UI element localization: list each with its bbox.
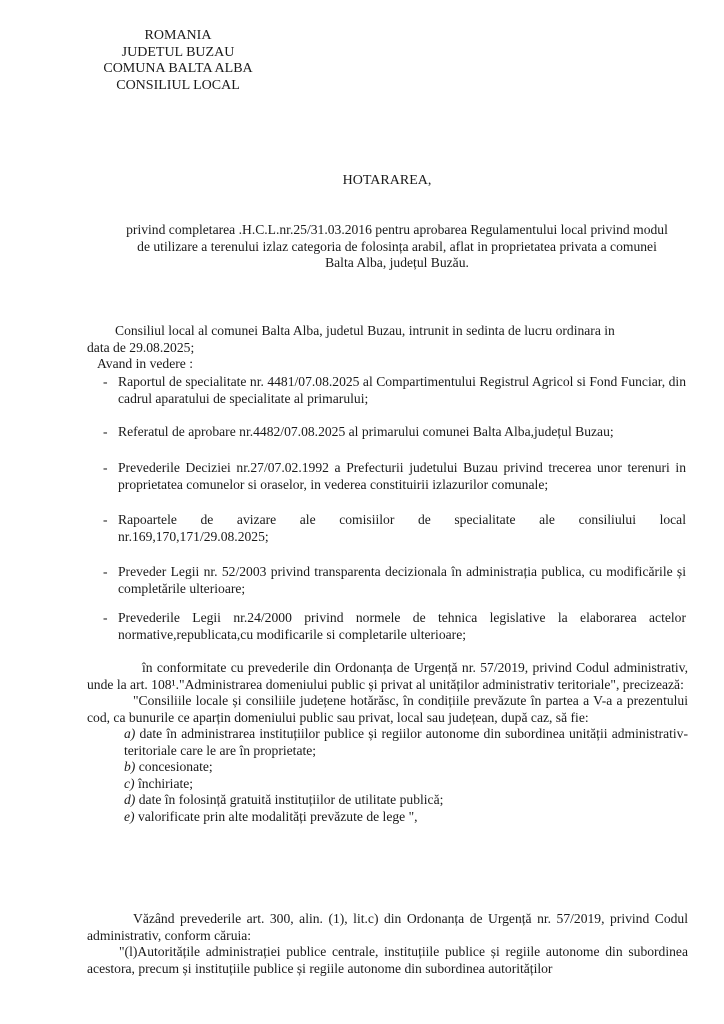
list-item-word: ale <box>299 512 316 527</box>
list-item <box>103 610 686 643</box>
list-item-word: comisiilor <box>339 512 395 527</box>
subject-line: privind completarea .H.C.L.nr.25/31.03.2016 pentru aprobarea Regulamentului local privind modul <box>126 222 668 237</box>
intro-line: Avand in vedere : <box>97 356 193 371</box>
header-county: JUDETUL BUZAU <box>121 44 235 60</box>
subject-line: Balta Alba, județul Buzău. <box>325 255 469 270</box>
sub-item-letter: d) <box>124 792 136 807</box>
list-item-text: nr.169,170,171/29.08.2025; <box>118 528 269 544</box>
conformitate-section <box>87 660 688 825</box>
list-item-word: ale <box>539 512 555 527</box>
list-item-text: Prevederile Legii nr.24/2000 privind normele de tehnica legislative la elaborarea actelor normative,republicata,cu modificarile si completarile ulterioare; <box>118 610 686 642</box>
quoted-paragraph: "Consiliile locale și consiliile județene hotărăsc, în condițiile prevăzute în partea a V-a a prezentului cod, ca bunurile ce aparțin domeniului public sau privat, local sau județean, după caz, să fie: <box>87 693 688 725</box>
sub-item-letter: c) <box>124 775 135 791</box>
subject-line: de utilizare a terenului izlaz categoria de folosința arabil, aflat in proprietatea privata a comunei <box>137 238 657 254</box>
quoted-paragraph: "(l)Autoritățile administrației publice centrale, instituțiile publice și regiile autonome din subordinea acestora, precum și instituțiile publice și regiile autonome din subordinea autorităților <box>87 944 688 976</box>
list-item-text: Prevederile Deciziei nr.27/07.02.1992 a Prefecturii judetului Buzau privind trecerea unor terenuri in proprietatea comunelor si oraselor, in vederea constituirii izlazurilor comunale; <box>118 460 686 492</box>
document-title: HOTARAREA, <box>342 173 432 188</box>
list-item <box>103 424 686 441</box>
sub-item-text: date în folosință gratuită instituțiilor de utilitate publică; <box>138 792 444 807</box>
intro-paragraph <box>87 323 687 373</box>
sub-item-e <box>87 809 688 826</box>
bullet-dash: - <box>103 610 108 625</box>
list-item <box>103 512 686 545</box>
header-council: CONSILIUL LOCAL <box>116 77 240 93</box>
intro-line: Consiliul local al comunei Balta Alba, judetul Buzau, intrunit in sedinta de lucru ordinara in <box>115 323 615 338</box>
sub-item-c <box>87 776 688 793</box>
list-item <box>103 374 686 407</box>
sub-item-text: date în administrarea instituțiilor publice și regiilor autonome din subordinea unității administrativ-teritoriale care le are în proprietate; <box>124 726 688 758</box>
sub-item-text: valorificate prin alte modalități prevăzute de lege ", <box>137 808 418 824</box>
bullet-dash: - <box>103 564 108 579</box>
list-item <box>103 460 686 493</box>
list-item-text: Referatul de aprobare nr.4482/07.08.2025 al primarului comunei Balta Alba,județul Buzau; <box>118 424 614 439</box>
sub-item-d <box>87 792 688 809</box>
sub-item-letter: a) <box>124 726 136 741</box>
bullet-dash: - <box>103 460 108 475</box>
sub-item-a <box>87 726 688 759</box>
list-item-text: Raportul de specialitate nr. 4481/07.08.2025 al Compartimentului Registrul Agricol si Fond Funciar, din cadrul aparatului de specialitate al primarului; <box>118 374 686 406</box>
list-item-word: avizare <box>236 512 277 527</box>
bullet-dash: - <box>103 424 108 439</box>
list-item-word: consiliului <box>578 512 636 527</box>
list-item-word: specialitate <box>454 512 516 527</box>
list-item-word: de <box>200 512 214 527</box>
intro-line: data de 29.08.2025; <box>87 339 195 355</box>
vazand-section <box>87 911 688 977</box>
sub-item-text: închiriate; <box>137 775 194 791</box>
sub-item-letter: b) <box>124 759 136 774</box>
bullet-dash: - <box>103 374 108 389</box>
list-item-text: Preveder Legii nr. 52/2003 privind transparenta decizionala în administrația publica, cu modificările și completările ulterioare; <box>118 564 686 596</box>
list-item-word: local <box>659 512 686 527</box>
document-subject <box>105 222 689 272</box>
list-item <box>103 564 686 597</box>
document-header <box>89 28 267 94</box>
conformitate-paragraph: în conformitate cu prevederile din Ordonanța de Urgență nr. 57/2019, privind Codul administrativ, unde la art. 108¹."Administrarea domeniului public și privat al unităților administrativ teritoriale", precizează: <box>87 660 688 692</box>
sub-item-text: concesionate; <box>138 759 213 774</box>
header-country: ROMANIA <box>144 28 212 43</box>
sub-item-b <box>87 759 688 776</box>
list-item-word: Rapoartele <box>118 512 177 527</box>
sub-item-letter: e) <box>124 808 135 824</box>
vazand-paragraph: Văzând prevederile art. 300, alin. (1), lit.c) din Ordonanța de Urgență nr. 57/2019, privind Codul administrativ, conform căruia: <box>87 911 688 943</box>
header-commune: COMUNA BALTA ALBA <box>103 61 253 76</box>
bullet-dash: - <box>103 512 108 527</box>
list-item-text <box>118 512 686 529</box>
list-item-word: de <box>417 512 431 527</box>
